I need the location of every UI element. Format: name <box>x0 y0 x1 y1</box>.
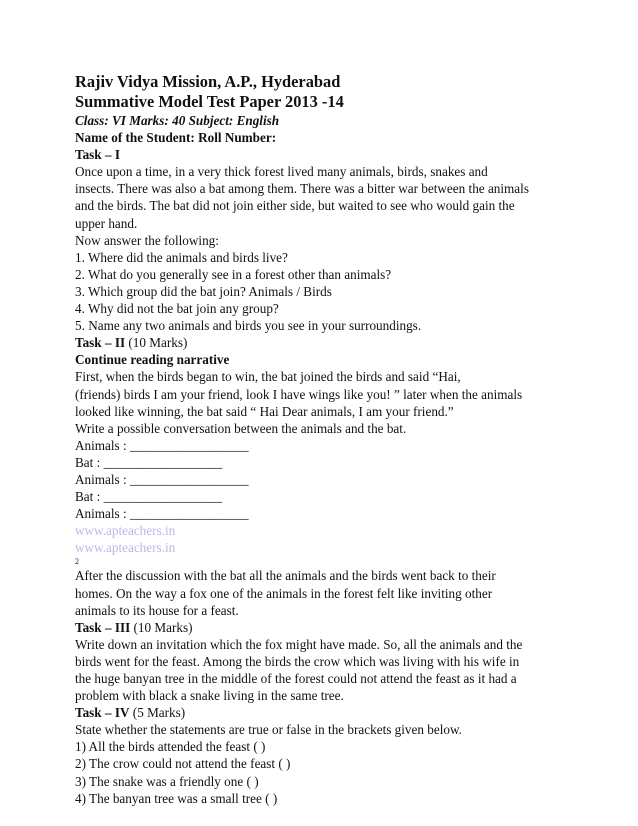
task4-statement: 3) The snake was a friendly one ( ) <box>75 773 259 789</box>
task2-story-line: First, when the birds began to win, the bat joined the birds and said “Hai, <box>75 369 461 385</box>
task4-heading: Task – IV <box>75 705 130 721</box>
test-paper-page <box>75 72 575 807</box>
task1-question: 5. Name any two animals and birds you see in your surroundings. <box>75 318 422 334</box>
continuation-line: After the discussion with the bat all the animals and the birds went back to their <box>75 568 496 584</box>
task1-question: 4. Why did not the bat join any group? <box>75 301 279 317</box>
task2-story-line: looked like winning, the bat said “ Hai Dear animals, I am your friend.” <box>75 403 454 419</box>
conversation-line: Bat : __________________ <box>75 489 223 505</box>
task2-heading: Task – II <box>75 335 126 351</box>
conversation-line: Bat : __________________ <box>75 454 223 470</box>
task4-statement: 1) All the birds attended the feast ( ) <box>75 739 266 755</box>
continuation-line: homes. On the way a fox one of the animals in the forest felt like inviting other <box>75 585 493 601</box>
page-number: 2 <box>75 557 79 567</box>
task1-story-line: upper hand. <box>75 215 138 231</box>
task2-subheading: Continue reading narrative <box>75 352 230 368</box>
task2-story-line: Write a possible conversation between the animals and the bat. <box>75 420 407 436</box>
title-line-1: Rajiv Vidya Mission, A.P., Hyderabad <box>75 72 341 91</box>
task4-marks: (5 Marks) <box>129 705 186 721</box>
task4-statement: 4) The banyan tree was a small tree ( ) <box>75 790 278 806</box>
task1-story-line: insects. There was also a bat among them. There was a bitter war between the animals <box>75 181 529 197</box>
task2-heading-line <box>75 334 575 351</box>
task2-story-line: (friends) birds I am your friend, look I have wings like you! ” later when the animals <box>75 386 523 402</box>
conversation-line: Animals : __________________ <box>75 506 249 522</box>
task3-text-line: Write down an invitation which the fox might have made. So, all the animals and the <box>75 636 523 652</box>
task1-question: 1. Where did the animals and birds live? <box>75 249 288 265</box>
task1-question: 3. Which group did the bat join? Animals / Birds <box>75 283 332 299</box>
conversation-line: Animals : __________________ <box>75 471 249 487</box>
continuation-line: animals to its house for a feast. <box>75 602 239 618</box>
task1-story-line: Once upon a time, in a very thick forest lived many animals, birds, snakes and <box>75 164 488 180</box>
task1-story-line: and the birds. The bat did not join either side, but waited to see who would gain the <box>75 198 515 214</box>
task3-text-line: the huge banyan tree in the middle of the forest could not attend the feast as it had a <box>75 671 517 686</box>
task4-statement: 2) The crow could not attend the feast ( ) <box>75 756 291 772</box>
task3-heading-line <box>75 619 575 636</box>
student-info: Name of the Student: Roll Number: <box>75 130 277 146</box>
task3-text-line: birds went for the feast. Among the birds the crow which was living with his wife in <box>75 653 520 669</box>
task3-text-line: problem with black a snake living in the same tree. <box>75 688 344 704</box>
watermark-text: www.apteachers.in <box>75 523 176 539</box>
task1-question: 2. What do you generally see in a forest other than animals? <box>75 266 392 282</box>
task3-marks: (10 Marks) <box>130 619 193 635</box>
task3-heading: Task – III <box>75 619 131 635</box>
title-line-2: Summative Model Test Paper 2013 -14 <box>75 92 344 111</box>
task2-marks: (10 Marks) <box>125 335 188 351</box>
class-info: Class: VI Marks: 40 Subject: English <box>75 113 280 128</box>
task1-heading: Task – I <box>75 147 120 163</box>
task1-instruction: Now answer the following: <box>75 232 219 248</box>
watermark-text: www.apteachers.in <box>75 540 176 556</box>
task4-instruction: State whether the statements are true or false in the brackets given below. <box>75 722 462 738</box>
conversation-line: Animals : __________________ <box>75 437 249 453</box>
task4-heading-line <box>75 704 575 721</box>
